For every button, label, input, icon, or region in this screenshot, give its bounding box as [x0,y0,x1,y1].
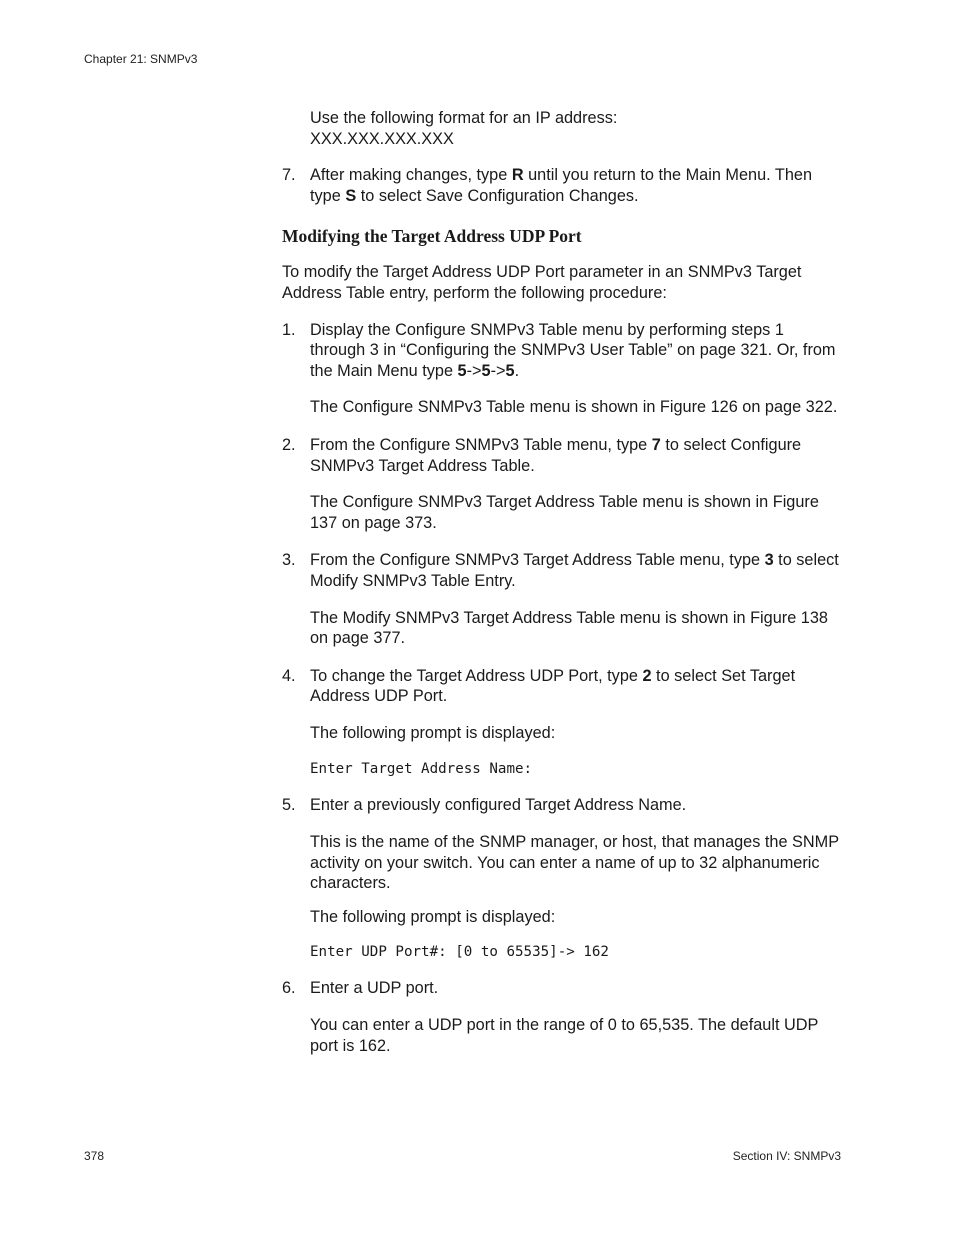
ip-format-line: Use the following format for an IP address: [310,109,618,127]
step-7 [282,165,842,206]
step-number: 2. [282,435,296,454]
step-text: Enter a previously configured Target Address Name. [310,796,687,815]
step-number: 5. [282,796,296,815]
page-number: 378 [84,1149,105,1163]
step-note: The following prompt is displayed: [310,723,556,742]
code-prompt: Enter Target Address Name: [310,761,533,778]
step-note: The Modify SNMPv3 Target Address Table menu is shown in Figure 138 on page 377. [310,608,828,648]
step-text: To change the Target Address UDP Port, type 2 to select Set Target Address UDP Port. [310,666,796,706]
step-2 [282,435,842,476]
step-number: 1. [282,320,296,339]
step-note: The Configure SNMPv3 Target Address Table menu is shown in Figure 137 on page 373. [310,493,819,532]
running-header: Chapter 21: SNMPv3 [84,52,198,66]
section-intro: To modify the Target Address UDP Port parameter in an SNMPv3 Target Address Table entry, perform the following procedure: [282,263,802,302]
key-s: S [345,186,357,205]
step-text: Display the Configure SNMPv3 Table menu by performing steps 1 through 3 in “Configuring the SNMPv3 User Table” on page 321. Or, from the Main Menu type 5->5->5. [310,320,836,380]
step-number: 4. [282,666,296,685]
step-4 [282,666,842,707]
ip-format-block [310,108,842,149]
step-5 [282,795,842,816]
page-body [282,108,842,1056]
step-1 [282,320,842,382]
step-3 [282,550,842,591]
step-text: Enter a UDP port. [310,979,439,998]
step-note: The Configure SNMPv3 Table menu is shown in Figure 126 on page 322. [310,398,838,417]
key-r: R [511,166,524,185]
step-6 [282,978,842,999]
step-note: You can enter a UDP port in the range of 0 to 65,535. The default UDP port is 162. [310,1016,819,1055]
code-prompt: Enter UDP Port#: [0 to 65535]-> 162 [310,944,609,961]
step-text: From the Configure SNMPv3 Target Address Table menu, type 3 to select Modify SNMPv3 Table Entry. [310,551,839,590]
step-number: 3. [282,551,296,570]
step-note: The following prompt is displayed: [310,907,556,926]
ip-format-value: XXX.XXX.XXX.XXX [310,129,454,148]
step-note: This is the name of the SNMP manager, or host, that manages the SNMP activity on your switch. You can enter a name of up to 32 alphanumeric characters. [310,833,839,893]
section-heading: Modifying the Target Address UDP Port [282,226,582,247]
step-number: 6. [282,979,296,998]
step-text: From the Configure SNMPv3 Table menu, type 7 to select Configure SNMPv3 Target Address Table. [310,435,802,475]
running-footer: Section IV: SNMPv3 [732,1149,841,1163]
step-number: 7. [282,166,296,185]
step-text: After making changes, type R until you return to the Main Menu. Then type S to select Save Configuration Changes. [310,166,812,205]
